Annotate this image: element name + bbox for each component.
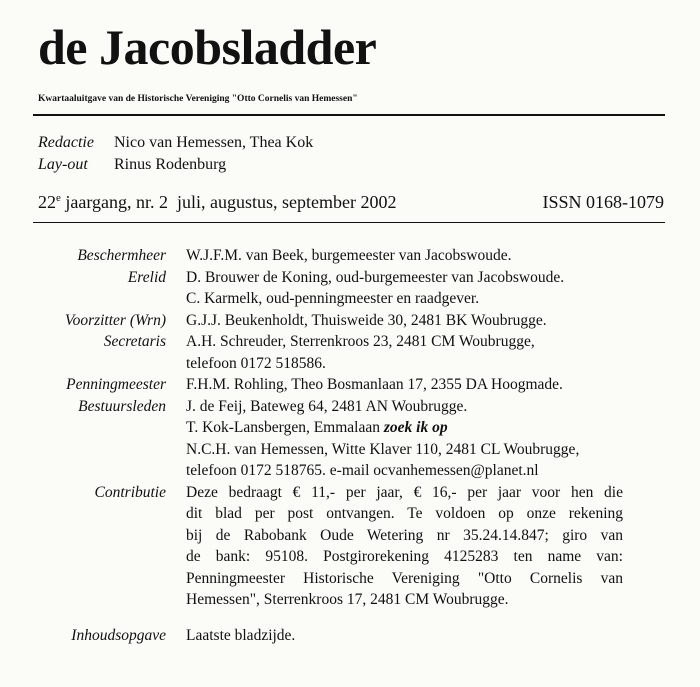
issn: ISSN 0168-1079 — [542, 192, 664, 212]
issue-year-rest: jaargang, nr. 2 — [60, 192, 169, 212]
entry-line: Deze bedraagt € 11,- per jaar, € 16,- per jaar voor hen die — [186, 483, 623, 501]
credit-redactie — [38, 132, 313, 154]
entry-penningmeester — [38, 374, 623, 396]
credit-label: Redactie — [38, 134, 94, 151]
entry-role: Voorzitter (Wrn) — [64, 311, 166, 329]
entry-line: N.C.H. van Hemessen, Witte Klaver 110, 2481 CL Woubrugge, — [186, 440, 580, 458]
entry-text: T. Kok-Lansbergen, Emmalaan — [186, 419, 384, 436]
credit-value: Rinus Rodenburg — [114, 156, 227, 173]
credit-value: Nico van Hemessen, Thea Kok — [114, 134, 314, 151]
issue-year-suffix: e — [56, 192, 61, 204]
entry-line: A.H. Schreuder, Sterrenkroos 23, 2481 CM Woubrugge, — [186, 333, 535, 350]
emphasis-note: zoek ik op — [383, 419, 448, 436]
entry-line — [186, 417, 623, 439]
credit-label: Lay-out — [38, 156, 88, 173]
issue-rule — [33, 222, 665, 223]
issue-period: juli, augustus, september 2002 — [177, 192, 397, 212]
entry-line: Hemessen", Sterrenkroos 17, 2481 CM Woubrugge. — [186, 591, 509, 608]
entry-voorzitter — [38, 310, 623, 332]
entry-line: de bank: 95108. Postgirorekening 4125283 ten name van: — [186, 548, 623, 565]
entry-secretaris — [38, 331, 623, 374]
entry-line: bij de Rabobank Oude Wetering nr 35.24.14.847; giro van — [186, 526, 623, 544]
entry-role: Bestuursleden — [78, 397, 166, 415]
entry-line: D. Brouwer de Koning, oud-burgemeester van Jacobswoude. — [186, 268, 565, 286]
entry-line: dit blad per post ontvangen. Te voldoen op onze rekening — [186, 505, 623, 522]
entry-line: C. Karmelk, oud-penningmeester en raadgever. — [186, 290, 480, 307]
magazine-subtitle: Kwartaaluitgave van de Historische Vereniging "Otto Cornelis van Hemessen" — [38, 94, 358, 104]
entry-role: Penningmeester — [66, 376, 166, 393]
entry-line: F.H.M. Rohling, Theo Bosmanlaan 17, 2355 DA Hoogmade. — [186, 376, 563, 393]
entry-line: J. de Feij, Bateweg 64, 2481 AN Woubrugge. — [186, 397, 468, 415]
entry-role: Beschermheer — [77, 247, 166, 264]
top-rule — [33, 114, 665, 116]
magazine-title: de Jacobsladder — [38, 19, 377, 75]
entry-line: telefoon 0172 518586. — [186, 354, 326, 372]
entry-line: Laatste bladzijde. — [186, 626, 296, 644]
entry-line: G.J.J. Beukenholdt, Thuisweide 30, 2481 BK Woubrugge. — [186, 311, 547, 329]
issue-line — [38, 192, 664, 213]
entry-contributie — [38, 482, 623, 611]
entry-beschermheer — [38, 245, 623, 267]
issue-year-number: 22 — [38, 192, 56, 212]
credits-block — [38, 132, 313, 176]
entry-role: Inhoudsopgave — [71, 626, 166, 644]
board-list — [38, 245, 623, 646]
entry-erelid — [38, 267, 623, 310]
entry-bestuursleden — [38, 396, 623, 482]
entry-role: Erelid — [127, 268, 166, 286]
entry-inhoudsopgave — [38, 625, 623, 647]
entry-role: Secretaris — [103, 333, 166, 350]
entry-role: Contributie — [94, 483, 166, 501]
entry-line: Penningmeester Historische Vereniging "Otto Cornelis van — [186, 569, 623, 587]
entry-line: telefoon 0172 518765. e-mail ocvanhemessen@planet.nl — [186, 462, 539, 479]
entry-line: W.J.F.M. van Beek, burgemeester van Jacobswoude. — [186, 247, 512, 264]
credit-layout — [38, 154, 313, 176]
